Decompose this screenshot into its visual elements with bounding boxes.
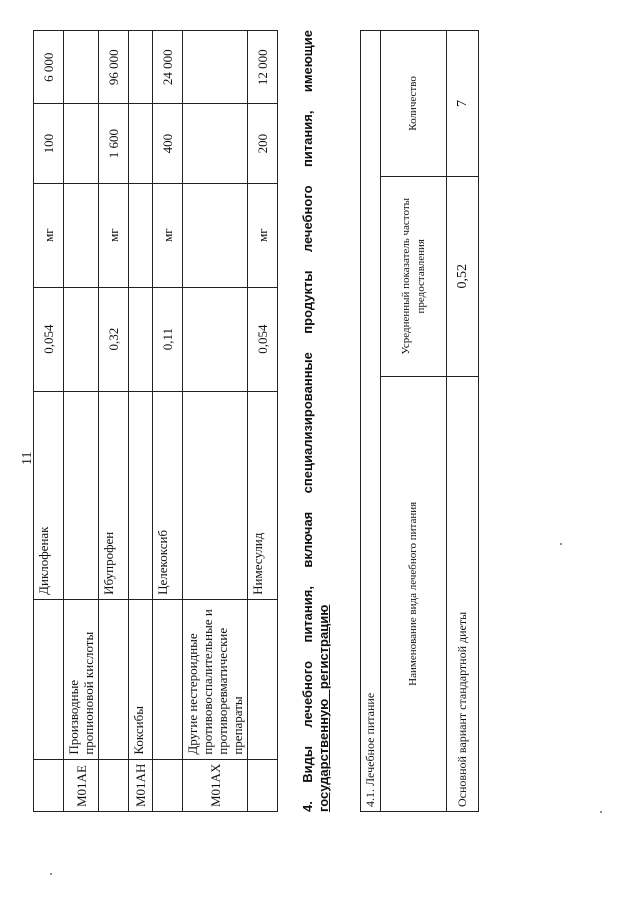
drug-total-cell: 24 000 bbox=[153, 31, 183, 104]
drug-name-cell bbox=[64, 391, 99, 599]
drug-group-cell: Производные пропионовой кислоты bbox=[64, 599, 99, 759]
drug-code-cell bbox=[153, 759, 183, 811]
drug-unit-cell: мг bbox=[248, 183, 278, 287]
drug-total-cell: 12 000 bbox=[248, 31, 278, 104]
drug-name-cell: Ибупрофен bbox=[99, 391, 129, 599]
drug-group-cell bbox=[99, 599, 129, 759]
diet-header-quantity: Количество bbox=[381, 31, 447, 177]
page-number: 11 bbox=[20, 451, 35, 465]
drug-days-cell: 200 bbox=[248, 104, 278, 183]
drug-total-cell bbox=[129, 31, 153, 104]
table-row bbox=[64, 31, 99, 812]
drug-days-cell: 400 bbox=[153, 104, 183, 183]
drug-code-cell bbox=[248, 759, 278, 811]
drug-name-cell: Целекоксиб bbox=[153, 391, 183, 599]
drug-unit-cell: мг bbox=[99, 183, 129, 287]
drug-code-cell: M01AE bbox=[64, 759, 99, 811]
table-row bbox=[34, 31, 64, 812]
drug-unit-cell bbox=[129, 183, 153, 287]
drug-name-cell: Диклофенак bbox=[34, 391, 64, 599]
drug-dose-cell bbox=[183, 287, 248, 391]
drug-unit-cell bbox=[183, 183, 248, 287]
table-row bbox=[129, 31, 153, 812]
drug-name-cell bbox=[183, 391, 248, 599]
drug-code-cell bbox=[99, 759, 129, 811]
scan-speck bbox=[560, 543, 562, 545]
diet-row-frequency: 0,52 bbox=[447, 176, 479, 376]
drug-unit-cell: мг bbox=[153, 183, 183, 287]
diet-subsection-title: 4.1. Лечебное питание bbox=[361, 31, 381, 812]
drug-table bbox=[33, 30, 278, 812]
drug-dose-cell: 0,054 bbox=[34, 287, 64, 391]
drug-dose-cell bbox=[129, 287, 153, 391]
drug-code-cell: M01AX bbox=[183, 759, 248, 811]
drug-days-cell bbox=[64, 104, 99, 183]
drug-code-cell: M01AH bbox=[129, 759, 153, 811]
table-row bbox=[183, 31, 248, 812]
drug-group-cell: Коксибы bbox=[129, 599, 153, 759]
drug-group-cell bbox=[248, 599, 278, 759]
scan-speck bbox=[50, 873, 52, 875]
section-heading-text: 4. Виды лечебного питания, включая специализированные продукты лечебного питания, имеющие bbox=[300, 30, 315, 812]
table-row bbox=[99, 31, 129, 812]
drug-dose-cell: 0,11 bbox=[153, 287, 183, 391]
drug-group-cell bbox=[153, 599, 183, 759]
diet-header-frequency: Усредненный показатель частоты предоставления bbox=[381, 176, 447, 376]
scan-speck bbox=[600, 811, 602, 813]
drug-total-cell: 96 000 bbox=[99, 31, 129, 104]
drug-days-cell bbox=[183, 104, 248, 183]
drug-days-cell: 100 bbox=[34, 104, 64, 183]
drug-days-cell: 1 600 bbox=[99, 104, 129, 183]
section-heading-underlined: государственную регистрацию bbox=[316, 604, 331, 812]
drug-total-cell: 6 000 bbox=[34, 31, 64, 104]
diet-row-name: Основной вариант стандартной диеты bbox=[447, 376, 479, 811]
drug-name-cell: Нимесулид bbox=[248, 391, 278, 599]
drug-name-cell bbox=[129, 391, 153, 599]
diet-header-name: Наименование вида лечебного питания bbox=[381, 376, 447, 811]
drug-days-cell bbox=[129, 104, 153, 183]
drug-code-cell bbox=[34, 759, 64, 811]
table-row bbox=[248, 31, 278, 812]
diet-row-quantity: 7 bbox=[447, 31, 479, 177]
drug-group-cell: Другие нестероидные противовоспалительные и противоревматические препараты bbox=[183, 599, 248, 759]
drug-total-cell bbox=[183, 31, 248, 104]
drug-group-cell bbox=[34, 599, 64, 759]
drug-dose-cell bbox=[64, 287, 99, 391]
drug-dose-cell: 0,054 bbox=[248, 287, 278, 391]
table-row bbox=[153, 31, 183, 812]
section-heading bbox=[300, 30, 332, 812]
drug-unit-cell bbox=[64, 183, 99, 287]
drug-unit-cell: мг bbox=[34, 183, 64, 287]
diet-table bbox=[360, 30, 479, 812]
drug-total-cell bbox=[64, 31, 99, 104]
drug-dose-cell: 0,32 bbox=[99, 287, 129, 391]
